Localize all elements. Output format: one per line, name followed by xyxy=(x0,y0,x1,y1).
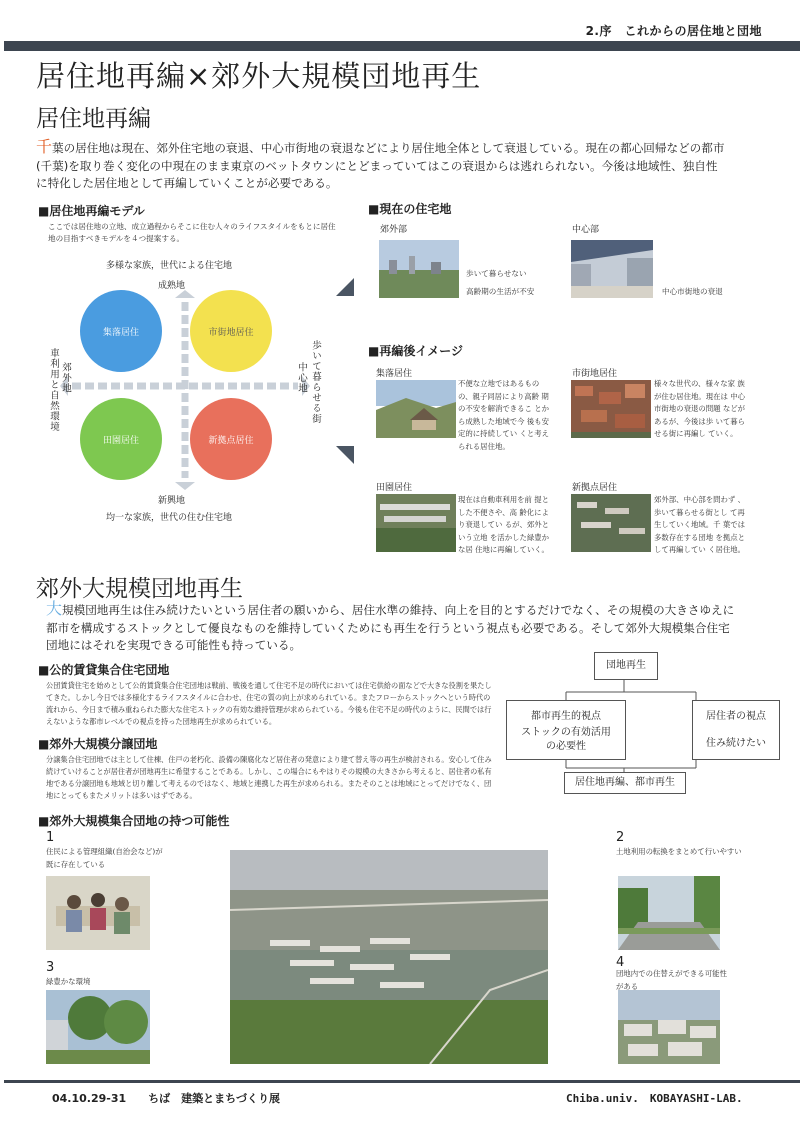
newhub-photo xyxy=(571,494,651,552)
possibility-num: 4 xyxy=(616,955,625,970)
model-west-label-a: 郊外地 xyxy=(60,362,71,394)
meeting-photo xyxy=(46,876,150,950)
model-east-label-b: 歩いて暮らせる街 xyxy=(310,340,321,424)
possibility-num: 3 xyxy=(46,960,55,975)
after-item-text: 現在は自動車利用を前 提とした不便さや、高 齢化により衰退してい るが、郊外という立地 を活かした緑豊かな居 住地に再編していく。 xyxy=(458,495,550,554)
footer-bar xyxy=(4,1080,800,1083)
after-item-text: 様々な世代の、様々な家 族が住む居住地。現在は 中心市街地の衰退の問題 などがあるが、今後は歩 いて暮らせる街に再編し ていく。 xyxy=(654,379,746,438)
section2-dropcap: 大 xyxy=(46,599,63,618)
diagram-top-box: 団地再生 xyxy=(594,652,658,680)
possibility-num: 1 xyxy=(46,830,55,845)
section1-heading: 居住地再編 xyxy=(36,106,151,132)
model-east-label-a: 中心地 xyxy=(296,362,307,394)
section2-heading: 郊外大規模団地再生 xyxy=(36,576,243,602)
quadrant-village-circle xyxy=(80,290,162,372)
quadrant-urban-circle xyxy=(190,290,272,372)
quadrant-rural-circle xyxy=(80,398,162,480)
footer-lab: Chiba.univ. KOBAYASHI-LAB. xyxy=(566,1092,743,1105)
section1-intro-text: 葉の居住地は現在、郊外住宅地の衰退、中心市街地の衰退などにより居住地全体として衰退している。現在の都心回帰などの都市(千葉)を取り巻く変化の中現在のまま東京のベットタウンにとどまっていてはこの衰退からは逃れられない。今後は地域性、独自性に特化した居住地として再編していくことが必要である。 xyxy=(36,141,725,190)
diagram-left-text: ストックの有効活用の必要性 xyxy=(521,727,611,752)
rural-photo xyxy=(376,494,456,552)
current-suburb-title: 郊外部 xyxy=(380,225,408,235)
current-heading: ■現在の住宅地 xyxy=(368,202,452,216)
section1-dropcap: 千 xyxy=(36,137,53,156)
possibility-text: 住民による管理組織(自治会など)が既に存在している xyxy=(46,847,163,869)
current-suburb-text1: 歩いて暮らせない xyxy=(466,269,527,278)
diagram-left-box xyxy=(506,700,626,760)
village-photo xyxy=(376,380,456,438)
urban-photo xyxy=(571,380,651,438)
possibility-text: 団地内での住替えができる可能性がある xyxy=(616,969,727,991)
section2-intro-text: 規模団地再生は住み続けたいという居住者の願いから、居住水準の維持、向上を目的とするだけでなく、その規模の大きさゆえに都市を構成するストックとして優良なものを維持していくためにも再生を行うという視点も必要である。そして郊外大規模集合住宅団地にはそれを実現できる可能性も持っている。 xyxy=(46,603,735,652)
arrow-down-icon xyxy=(336,446,358,464)
quadrant-newhub-label: 新拠点居住 xyxy=(208,435,254,446)
after-item-title: 田園居住 xyxy=(376,483,413,493)
model-south-label: 新興地 xyxy=(158,496,186,506)
after-item-title: 市街地居住 xyxy=(572,369,618,379)
housing-blocks-photo xyxy=(618,990,720,1064)
diagram-right-title: 居住者の視点 xyxy=(706,711,766,722)
section2-intro xyxy=(46,600,741,655)
model-description: ここでは居住地の立地、成立過程からそこに住む人々のライフスタイルをもとに居住地の目指すべきモデルを４つ提案する。 xyxy=(48,222,336,243)
aerial-housing-photo xyxy=(230,850,548,1064)
land-use-photo xyxy=(618,876,720,950)
current-center-text: 中心市街地の衰退 xyxy=(662,287,723,296)
public-text: 公団賃貸住宅を始めとして公的賃貸集合住宅団地は戦前、戦後を通して住宅不足の時代においては住宅供給の面などで大きな役割を果たしてきた。しかし今日では多様化するライフスタイルに合わせ、住宅の質の向上が求められている。またフローからストックへという時代の流れから、今日まで積み重ねられた膨大な住宅ストックの有効な維持管理が求められている。今後も住宅不足の時代のように、民間では行えないような都市レベルでの視点を持った団地再生が求められている。 xyxy=(46,681,492,726)
quadrant-village-label: 集落居住 xyxy=(102,327,139,338)
after-heading: ■再編後イメージ xyxy=(368,344,463,358)
page-title: 居住地再編×郊外大規模団地再生 xyxy=(36,59,482,93)
quadrant-urban-label: 市街地居住 xyxy=(208,327,254,338)
quadrant-rural-label: 田園居住 xyxy=(102,435,139,446)
model-north-label: 成熟地 xyxy=(158,281,186,291)
public-heading: ■公的賃貸集合住宅団地 xyxy=(38,663,170,677)
possibility-text: 土地利用の転換をまとめて行いやすい xyxy=(616,847,742,856)
quadrant-newhub-circle xyxy=(190,398,272,480)
model-top-label: 多様な家族，世代による住宅地 xyxy=(106,261,233,271)
condo-text: 分譲集合住宅団地では主として住棟、住戸の老朽化、設備の陳腐化など居住者の発意により建て替え等の再生が検討される。安心して住み続けていけることが居住者が団地再生に希望することである。しかし、この場合にもやはりその規模の大きさから考えると、居住者の私有地である分譲団地も地域と切り離して考えるのではなく、地域と連携した再生が求められる。またそのことは地域にとってだけでなく、団地にとってもまたメリットは多いはずである。 xyxy=(46,755,492,800)
possibility-text: 緑豊かな環境 xyxy=(46,977,91,986)
possibility-heading: ■郊外大規模集合団地の持つ可能性 xyxy=(38,814,230,828)
model-bottom-label: 均一な家族，世代の住む住宅地 xyxy=(106,513,233,523)
diagram-left-title: 都市再生的視点 xyxy=(531,711,601,722)
arrow-up-icon xyxy=(336,278,358,296)
greenery-photo xyxy=(46,990,150,1064)
diagram-bottom-box: 居住地再編、都市再生 xyxy=(564,772,686,794)
header-bar xyxy=(4,41,800,51)
model-west-label-b: 車利用と自然環境 xyxy=(48,348,59,432)
suburb-photo xyxy=(379,240,459,298)
after-item-text: 不便な立地ではあるもの の、親子同居により高齢 期の不安を解消できるこ とから成熟した地域で今 後も安定的に持続してい くと考えられる居住地。 xyxy=(458,379,550,451)
current-center-title: 中心部 xyxy=(572,225,600,235)
current-suburb-text2: 高齢期の生活が不安 xyxy=(466,287,535,296)
after-item-title: 集落居住 xyxy=(376,369,413,379)
footer-exhibition: 04.10.29-31 ちば 建築とまちづくり展 xyxy=(52,1092,281,1105)
header-section-label: 2.序 これからの居住地と団地 xyxy=(585,24,762,38)
after-item-text: 郊外部、中心部を問わず 、歩いて暮らせる街とし て再生していく地域。千 葉では多数存在する団地 を拠点として再編してい く居住地。 xyxy=(654,495,746,554)
possibility-num: 2 xyxy=(616,830,625,845)
model-heading: ■居住地再編モデル xyxy=(38,204,145,218)
diagram-right-box xyxy=(692,700,780,760)
section1-intro xyxy=(36,138,726,193)
center-photo xyxy=(571,240,653,298)
condo-heading: ■郊外大規模分譲団地 xyxy=(38,737,158,751)
after-item-title: 新拠点居住 xyxy=(572,483,618,493)
diagram-right-text: 住み続けたい xyxy=(706,738,766,749)
